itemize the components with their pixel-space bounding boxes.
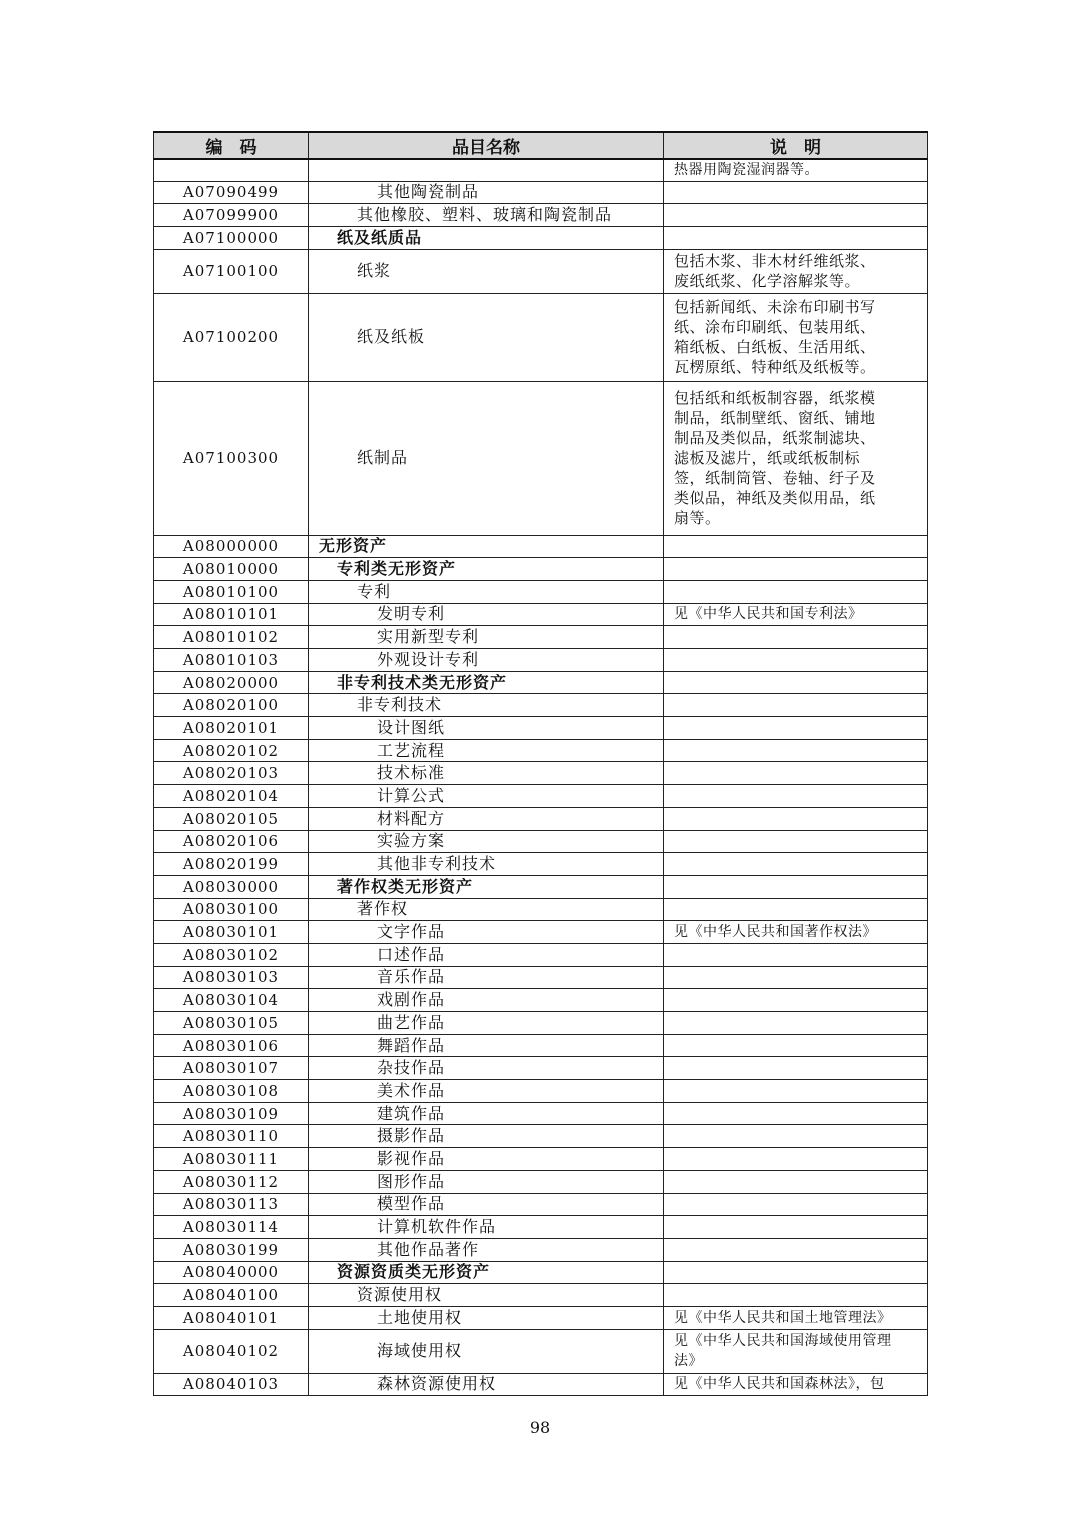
item-name: 计算公式 xyxy=(309,785,664,808)
table-row xyxy=(154,249,928,293)
item-code: A08010103 xyxy=(154,649,309,672)
item-code: A07100000 xyxy=(154,226,309,249)
item-note xyxy=(664,1080,928,1103)
table-row xyxy=(154,1373,928,1396)
item-name: 杂技作品 xyxy=(309,1057,664,1080)
item-code: A08030108 xyxy=(154,1080,309,1103)
item-code: A08030100 xyxy=(154,898,309,921)
header-note: 说 明 xyxy=(664,132,928,159)
item-name: 纸及纸质品 xyxy=(309,226,664,249)
item-code: A07100100 xyxy=(154,249,309,293)
item-code: A08020000 xyxy=(154,671,309,694)
item-note: 包括木浆、非木材纤维纸浆、 废纸纸浆、化学溶解浆等。 xyxy=(664,249,928,293)
item-code: A08020106 xyxy=(154,830,309,853)
item-note xyxy=(664,785,928,808)
table-row xyxy=(154,830,928,853)
item-name: 非专利技术类无形资产 xyxy=(309,671,664,694)
table-row xyxy=(154,204,928,227)
item-name: 音乐作品 xyxy=(309,966,664,989)
table-row xyxy=(154,535,928,558)
item-note xyxy=(664,762,928,785)
table-row xyxy=(154,293,928,381)
item-note xyxy=(664,1261,928,1284)
item-note: 热器用陶瓷湿润器等。 xyxy=(664,159,928,181)
item-name: 舞蹈作品 xyxy=(309,1034,664,1057)
table-row xyxy=(154,1170,928,1193)
table-row xyxy=(154,671,928,694)
table-row xyxy=(154,921,928,944)
item-note xyxy=(664,226,928,249)
item-name: 口述作品 xyxy=(309,943,664,966)
catalog-table xyxy=(153,131,928,1396)
item-code: A08020101 xyxy=(154,717,309,740)
item-code: A08030114 xyxy=(154,1216,309,1239)
item-note: 见《中华人民共和国海域使用管理 法》 xyxy=(664,1329,928,1373)
item-code: A08020105 xyxy=(154,807,309,830)
item-note xyxy=(664,1057,928,1080)
item-note xyxy=(664,1170,928,1193)
item-name: 计算机软件作品 xyxy=(309,1216,664,1239)
item-note xyxy=(664,671,928,694)
table-row xyxy=(154,1193,928,1216)
table-row xyxy=(154,966,928,989)
item-note: 包括新闻纸、未涂布印刷书写 纸、涂布印刷纸、包装用纸、 箱纸板、白纸板、生活用纸、 瓦楞原纸、特种纸及纸板等。 xyxy=(664,293,928,381)
item-name: 发明专利 xyxy=(309,603,664,626)
item-code: A08030110 xyxy=(154,1125,309,1148)
table-header-row xyxy=(154,132,928,159)
item-code: A08010102 xyxy=(154,626,309,649)
table-row xyxy=(154,694,928,717)
item-code: A08040103 xyxy=(154,1373,309,1396)
table-row xyxy=(154,785,928,808)
item-code: A08030106 xyxy=(154,1034,309,1057)
item-name: 著作权 xyxy=(309,898,664,921)
table-row xyxy=(154,989,928,1012)
item-name: 摄影作品 xyxy=(309,1125,664,1148)
table-row xyxy=(154,226,928,249)
table-row xyxy=(154,1080,928,1103)
item-note xyxy=(664,898,928,921)
table-row xyxy=(154,1057,928,1080)
item-name: 专利 xyxy=(309,580,664,603)
item-code: A08030102 xyxy=(154,943,309,966)
item-code: A07100200 xyxy=(154,293,309,381)
item-code: A08040101 xyxy=(154,1306,309,1329)
item-code: A08030199 xyxy=(154,1238,309,1261)
table-row xyxy=(154,626,928,649)
table-row xyxy=(154,580,928,603)
item-note xyxy=(664,535,928,558)
table-row xyxy=(154,1238,928,1261)
table-row xyxy=(154,1284,928,1307)
table-row xyxy=(154,739,928,762)
table-row xyxy=(154,875,928,898)
item-code: A08020104 xyxy=(154,785,309,808)
table-row xyxy=(154,853,928,876)
item-note xyxy=(664,204,928,227)
item-name: 土地使用权 xyxy=(309,1306,664,1329)
table-row xyxy=(154,762,928,785)
table-row xyxy=(154,1148,928,1171)
item-code: A07100300 xyxy=(154,381,309,535)
table-row xyxy=(154,1125,928,1148)
item-note xyxy=(664,580,928,603)
item-code: A08030113 xyxy=(154,1193,309,1216)
item-name: 资源使用权 xyxy=(309,1284,664,1307)
table-row xyxy=(154,381,928,535)
table-row xyxy=(154,1034,928,1057)
item-name: 模型作品 xyxy=(309,1193,664,1216)
item-name: 无形资产 xyxy=(309,535,664,558)
item-code: A08030000 xyxy=(154,875,309,898)
table-row xyxy=(154,1329,928,1373)
item-note: 见《中华人民共和国森林法》，包 xyxy=(664,1373,928,1396)
table-row xyxy=(154,717,928,740)
item-note xyxy=(664,1148,928,1171)
item-code: A08010100 xyxy=(154,580,309,603)
item-note xyxy=(664,989,928,1012)
item-note xyxy=(664,1284,928,1307)
item-note xyxy=(664,1102,928,1125)
item-name: 戏剧作品 xyxy=(309,989,664,1012)
item-name: 文字作品 xyxy=(309,921,664,944)
item-note xyxy=(664,717,928,740)
item-note xyxy=(664,1238,928,1261)
item-note xyxy=(664,649,928,672)
item-name: 影视作品 xyxy=(309,1148,664,1171)
item-note xyxy=(664,626,928,649)
table-row xyxy=(154,649,928,672)
item-name: 材料配方 xyxy=(309,807,664,830)
item-name: 实验方案 xyxy=(309,830,664,853)
item-code: A08030112 xyxy=(154,1170,309,1193)
item-code: A08020102 xyxy=(154,739,309,762)
item-name: 海域使用权 xyxy=(309,1329,664,1373)
item-name: 非专利技术 xyxy=(309,694,664,717)
item-code: A08030103 xyxy=(154,966,309,989)
item-name: 图形作品 xyxy=(309,1170,664,1193)
item-note xyxy=(664,830,928,853)
item-note xyxy=(664,807,928,830)
item-code: A08010000 xyxy=(154,558,309,581)
item-code: A07090499 xyxy=(154,181,309,204)
item-note xyxy=(664,739,928,762)
item-code: A08030109 xyxy=(154,1102,309,1125)
item-code: A08030105 xyxy=(154,1012,309,1035)
item-note xyxy=(664,694,928,717)
item-name: 美术作品 xyxy=(309,1080,664,1103)
item-code: A08020100 xyxy=(154,694,309,717)
table-body xyxy=(154,159,928,1396)
page-number: 98 xyxy=(529,1418,551,1437)
item-name: 技术标准 xyxy=(309,762,664,785)
item-note xyxy=(664,1216,928,1239)
item-name: 其他作品著作 xyxy=(309,1238,664,1261)
item-note xyxy=(664,1034,928,1057)
item-code: A08030104 xyxy=(154,989,309,1012)
table-row xyxy=(154,807,928,830)
item-note xyxy=(664,966,928,989)
table-row xyxy=(154,603,928,626)
table-row xyxy=(154,181,928,204)
item-name xyxy=(309,159,664,181)
item-name: 设计图纸 xyxy=(309,717,664,740)
item-name: 资源资质类无形资产 xyxy=(309,1261,664,1284)
item-note: 见《中华人民共和国专利法》 xyxy=(664,603,928,626)
item-name: 实用新型专利 xyxy=(309,626,664,649)
header-code: 编 码 xyxy=(154,132,309,159)
item-name: 专利类无形资产 xyxy=(309,558,664,581)
item-name: 其他非专利技术 xyxy=(309,853,664,876)
table-row xyxy=(154,943,928,966)
table-row xyxy=(154,1216,928,1239)
item-name: 纸及纸板 xyxy=(309,293,664,381)
item-name: 纸浆 xyxy=(309,249,664,293)
table-row xyxy=(154,1306,928,1329)
item-code: A08010101 xyxy=(154,603,309,626)
item-note xyxy=(664,1125,928,1148)
item-note xyxy=(664,1193,928,1216)
item-code: A08040100 xyxy=(154,1284,309,1307)
item-code: A08000000 xyxy=(154,535,309,558)
item-name: 其他橡胶、塑料、玻璃和陶瓷制品 xyxy=(309,204,664,227)
item-code: A08030111 xyxy=(154,1148,309,1171)
item-name: 纸制品 xyxy=(309,381,664,535)
item-name: 著作权类无形资产 xyxy=(309,875,664,898)
item-note xyxy=(664,875,928,898)
table-row xyxy=(154,1261,928,1284)
item-name: 外观设计专利 xyxy=(309,649,664,672)
item-code: A08040102 xyxy=(154,1329,309,1373)
item-code: A08030101 xyxy=(154,921,309,944)
table-row xyxy=(154,898,928,921)
table-row xyxy=(154,159,928,181)
table-row xyxy=(154,1102,928,1125)
item-code: A08040000 xyxy=(154,1261,309,1284)
item-name: 曲艺作品 xyxy=(309,1012,664,1035)
item-name: 建筑作品 xyxy=(309,1102,664,1125)
item-note xyxy=(664,558,928,581)
item-note xyxy=(664,853,928,876)
item-note xyxy=(664,1012,928,1035)
header-name: 品目名称 xyxy=(309,132,664,159)
item-note: 见《中华人民共和国土地管理法》 xyxy=(664,1306,928,1329)
table-row xyxy=(154,1012,928,1035)
item-note xyxy=(664,943,928,966)
item-name: 其他陶瓷制品 xyxy=(309,181,664,204)
item-name: 森林资源使用权 xyxy=(309,1373,664,1396)
item-note: 见《中华人民共和国著作权法》 xyxy=(664,921,928,944)
item-note xyxy=(664,181,928,204)
item-code: A08030107 xyxy=(154,1057,309,1080)
table-row xyxy=(154,558,928,581)
item-note: 包括纸和纸板制容器，纸浆模 制品，纸制壁纸、窗纸、铺地 制品及类似品，纸浆制滤块、 滤板及滤片，纸或纸板制标 签，纸制筒管、卷轴、纡子及 类似品，神纸及类似用品，纸 扇等。 xyxy=(664,381,928,535)
item-name: 工艺流程 xyxy=(309,739,664,762)
item-code: A07099900 xyxy=(154,204,309,227)
item-code: A08020103 xyxy=(154,762,309,785)
item-code: A08020199 xyxy=(154,853,309,876)
item-code xyxy=(154,159,309,181)
